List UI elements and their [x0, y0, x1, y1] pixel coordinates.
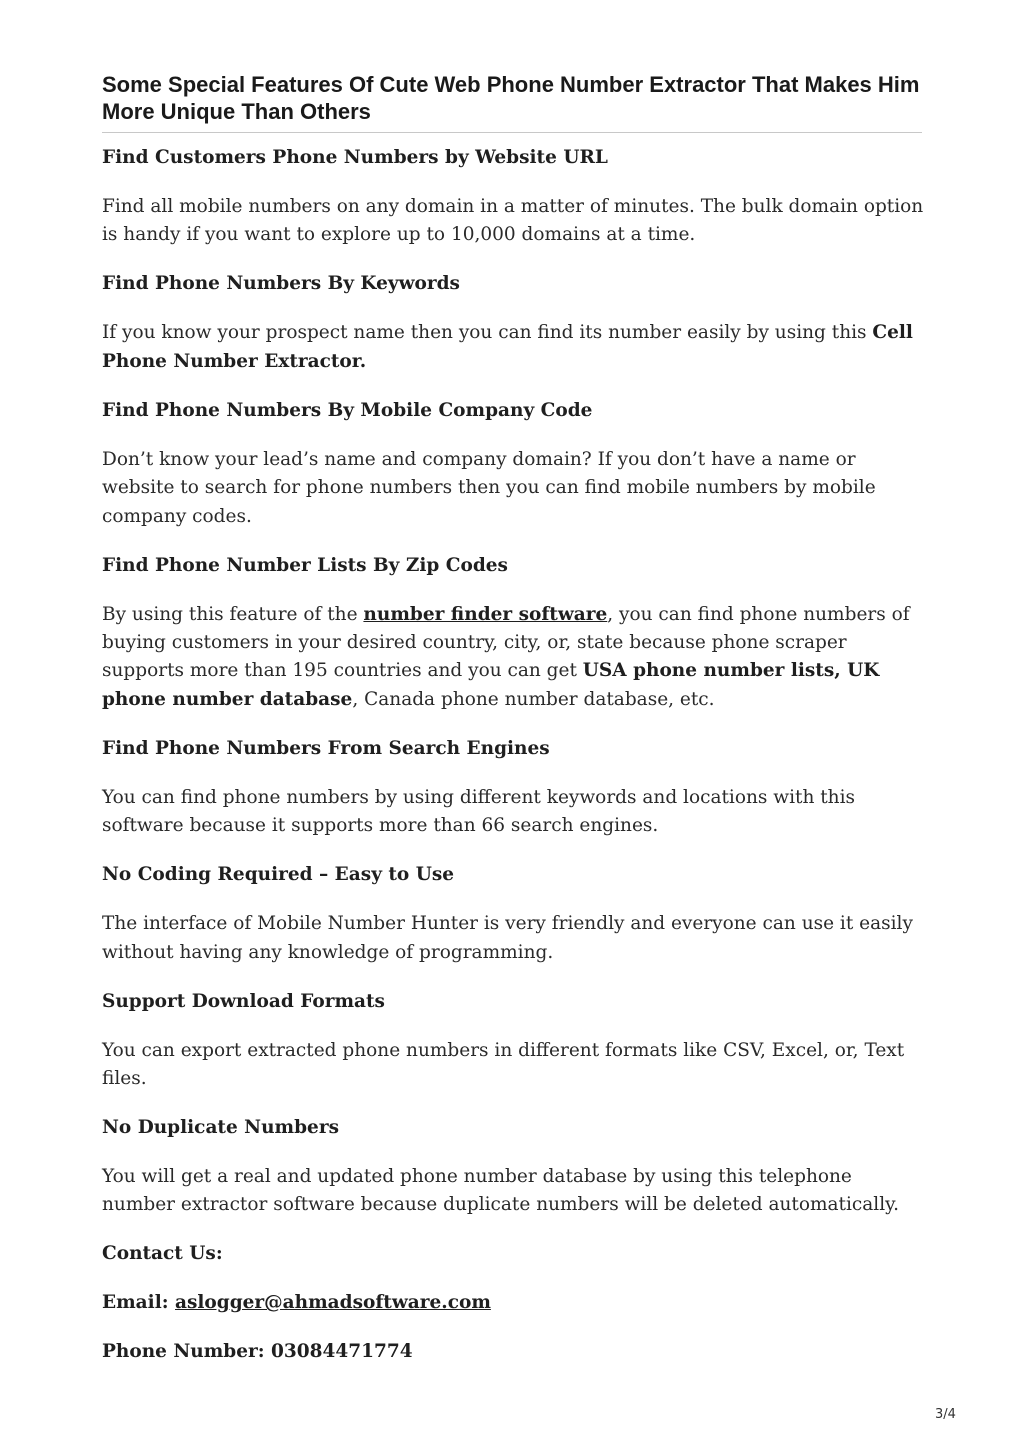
section-heading-zip-codes: Find Phone Number Lists By Zip Codes — [102, 554, 508, 576]
article-body — [102, 144, 924, 1387]
bold-product-name: Cell Phone Number Extractor. — [102, 322, 913, 372]
section-body-no-coding: The interface of Mobile Number Hunter is very friendly and everyone can use it easily without having any knowledge of programming. — [102, 913, 913, 963]
email-label: Email: — [102, 1292, 175, 1314]
bold-phone-lists: USA phone number lists, UK phone number database — [102, 660, 880, 710]
number-finder-software-link[interactable]: number finder software — [363, 603, 608, 625]
section-heading-no-coding: No Coding Required – Easy to Use — [102, 864, 455, 886]
page-number: 3/4 — [935, 1407, 956, 1422]
body-text: If you know your prospect name then you can find its number easily by using this — [102, 322, 873, 344]
section-heading-download-formats: Support Download Formats — [102, 990, 385, 1012]
section-heading-search-engines: Find Phone Numbers From Search Engines — [102, 737, 550, 759]
body-text: , you can find phone numbers of buying customers in your desired country, city, or, state because phone scraper supports more than 195 countries and you can get — [102, 603, 910, 682]
section-body-zip-codes — [102, 601, 924, 715]
section-body-company-code: Don’t know your lead’s name and company domain? If you don’t have a name or website to search for phone numbers then you can find mobile numbers by mobile company codes. — [102, 448, 876, 527]
section-body-no-duplicates: You will get a real and updated phone number database by using this telephone number extractor software because duplicate numbers will be deleted automatically. — [102, 1166, 900, 1216]
section-body-website-url: Find all mobile numbers on any domain in a matter of minutes. The bulk domain option is handy if you want to explore up to 10,000 domains at a time. — [102, 196, 924, 246]
contact-email — [102, 1289, 924, 1317]
section-body-keywords — [102, 319, 924, 376]
email-link[interactable]: aslogger@ahmadsoftware.com — [175, 1292, 491, 1314]
section-body-search-engines: You can find phone numbers by using different keywords and locations with this software because it supports more than 66 search engines. — [102, 786, 856, 837]
contact-heading: Contact Us: — [102, 1243, 223, 1265]
page-title: Some Special Features Of Cute Web Phone Number Extractor That Makes Him More Unique Than Others — [102, 72, 920, 124]
contact-phone: Phone Number: 03084471774 — [102, 1341, 413, 1363]
section-body-download-formats: You can export extracted phone numbers in different formats like CSV, Excel, or, Text files. — [102, 1039, 905, 1090]
title-divider — [102, 132, 922, 133]
section-heading-company-code: Find Phone Numbers By Mobile Company Code — [102, 399, 593, 421]
body-text: By using this feature of the — [102, 603, 364, 625]
body-text: , Canada phone number database, etc. — [352, 688, 715, 710]
section-heading-keywords: Find Phone Numbers By Keywords — [102, 273, 460, 295]
section-heading-no-duplicates: No Duplicate Numbers — [102, 1117, 339, 1139]
section-heading-website-url: Find Customers Phone Numbers by Website URL — [102, 147, 608, 168]
